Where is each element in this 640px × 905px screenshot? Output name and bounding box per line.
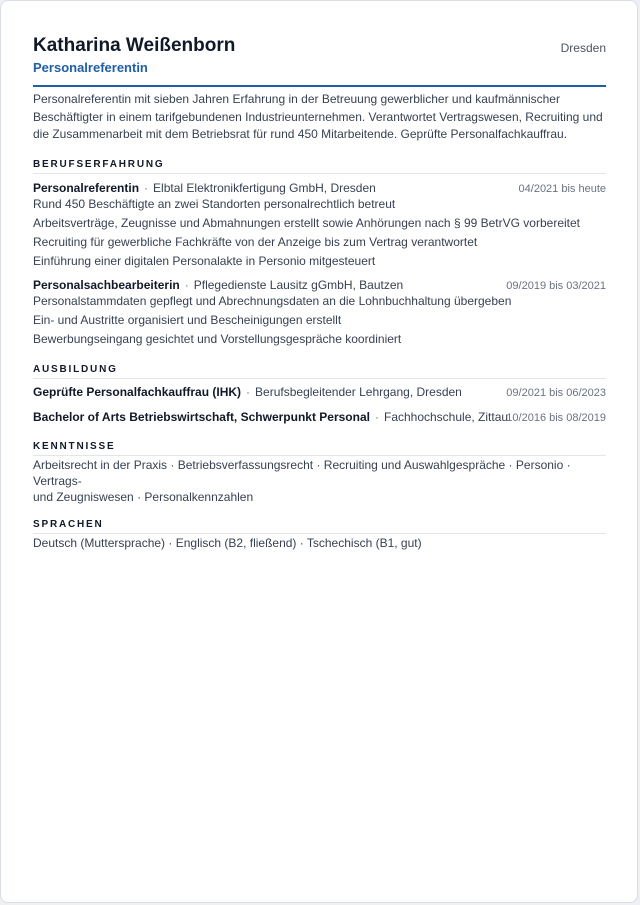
entry-bullet: Rund 450 Beschäftigte an zwei Standorten personalrechtlich betreut	[33, 196, 396, 211]
section-title-education: AUSBILDUNG	[33, 364, 606, 379]
entry-title: Bachelor of Arts Betriebswirtschaft, Schwerpunkt Personal	[33, 409, 370, 424]
education-entry	[33, 384, 606, 400]
entry-bullet: Bewerbungseingang gesichtet und Vorstellungsgespräche koordiniert	[33, 331, 402, 346]
entry-bullet: Personalstammdaten gepflegt und Abrechnungsdaten an die Lohnbuchhaltung übergeben	[33, 293, 512, 308]
entry-header	[33, 277, 606, 293]
entry-organization: Berufsbegleitender Lehrgang, Dresden	[255, 384, 462, 399]
section-title-experience: BERUFSERFAHRUNG	[33, 159, 606, 174]
entry-bullet: Arbeitsverträge, Zeugnisse und Abmahnungen erstellt sowie Anhörungen nach § 99 BetrVG vorbereitet	[33, 215, 581, 230]
entry-date: 04/2021 bis heute	[518, 182, 606, 195]
entry-organization: Elbtal Elektronikfertigung GmbH, Dresden	[153, 180, 376, 195]
person-name: Katharina Weißenborn	[33, 35, 236, 56]
entry-title: Geprüfte Personalfachkauffrau (IHK)	[33, 384, 242, 399]
location: Dresden	[560, 41, 606, 55]
entry-bullet: Ein- und Austritte organisiert und Bescheinigungen erstellt	[33, 312, 342, 327]
entry-bullet: Recruiting für gewerbliche Fachkräfte von der Anzeige bis zum Vertrag verantwortet	[33, 234, 478, 249]
separator: ·	[246, 384, 251, 399]
entry-title: Personalsachbearbeiterin	[33, 277, 180, 292]
entry-organization: Fachhochschule, Zittau	[383, 409, 509, 424]
experience-entry	[33, 277, 606, 347]
section-title-skills: KENNTNISSE	[33, 441, 606, 456]
entry-date: 09/2021 bis 06/2023	[506, 386, 606, 399]
entry-organization: Pflegedienste Lausitz gGmbH, Bautzen	[193, 277, 404, 292]
separator: ·	[374, 409, 379, 424]
resume-content	[33, 35, 606, 551]
entry-bullet: Einführung einer digitalen Personalakte in Personio mitgesteuert	[33, 253, 376, 268]
experience-entry	[33, 180, 606, 269]
separator: ·	[144, 180, 149, 195]
education-entry	[33, 409, 606, 425]
entry-date: 09/2019 bis 03/2021	[506, 279, 606, 292]
entry-header	[33, 180, 606, 196]
skills-line: und Zeugniswesen · Personalkennzahlen	[33, 489, 254, 504]
languages-line: Deutsch (Muttersprache) · Englisch (B2, fließend) · Tschechisch (B1, gut)	[33, 535, 422, 550]
resume-header	[33, 35, 606, 87]
entry-title: Personalreferentin	[33, 180, 140, 195]
entry-header	[33, 384, 606, 400]
job-role: Personalreferentin	[33, 60, 148, 75]
profile-summary: Personalreferentin mit sieben Jahren Erfahrung in der Betreuung gewerblicher und kaufmännischer Beschäftigter in einem tarifgebundenen Industrieunternehmen. Verantwortet Vertragswesen, Recruiting und die Zusammenarbeit mit dem Betriebsrat für rund 450 Mitarbeitende. Geprüfte Personalfachkauffrau.	[33, 92, 603, 141]
skills-line: Arbeitsrecht in der Praxis · Betriebsverfassungsrecht · Recruiting und Auswahlgespräche · Personio · Vertrags-	[33, 457, 571, 488]
separator: ·	[184, 277, 189, 292]
section-title-languages: SPRACHEN	[33, 519, 606, 534]
entry-date: 10/2016 bis 08/2019	[506, 411, 606, 424]
entry-header	[33, 409, 606, 425]
